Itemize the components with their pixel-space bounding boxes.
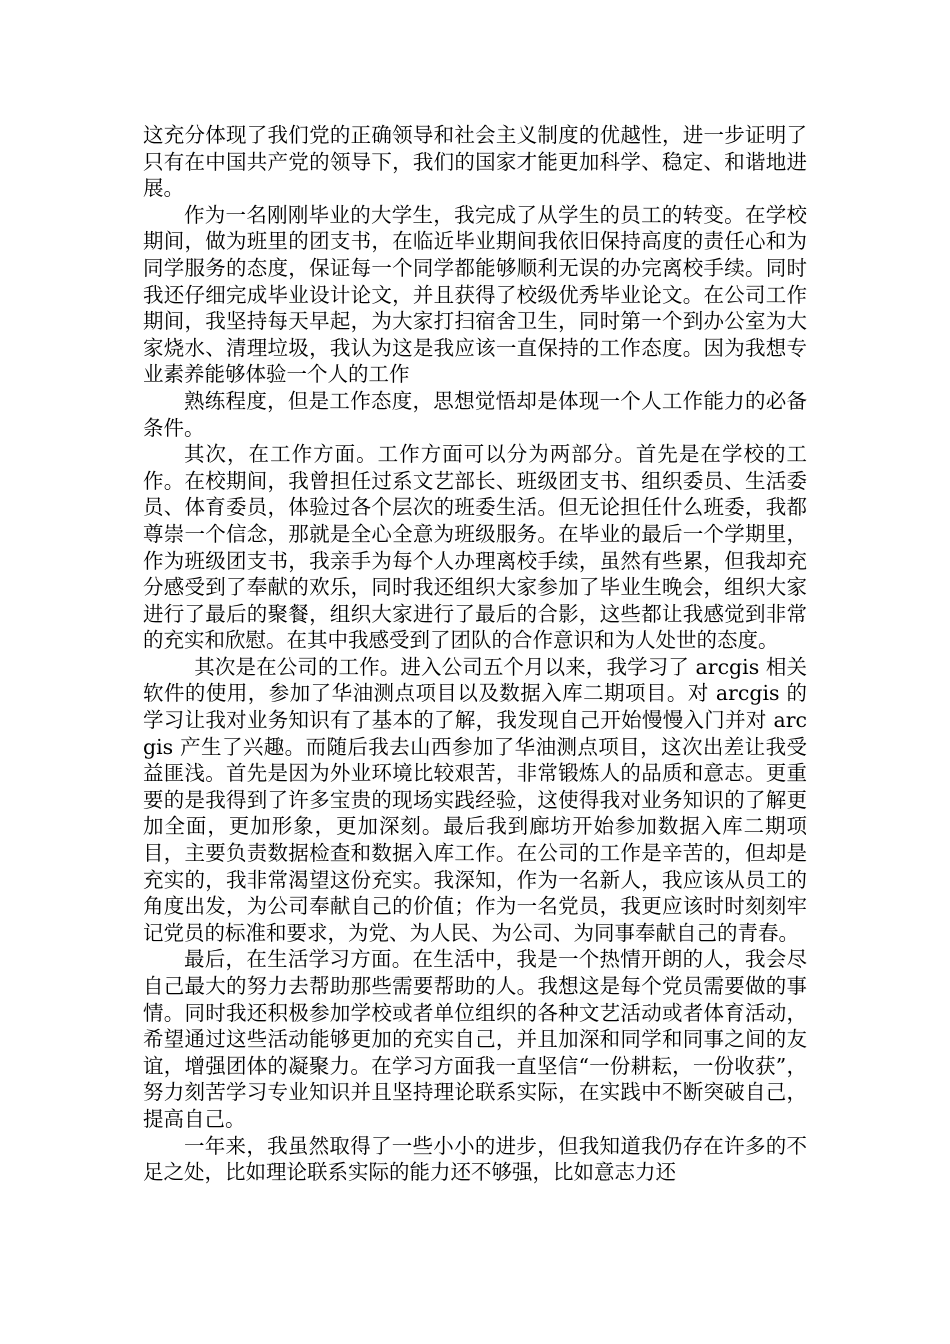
paragraph-graduate-transition: 作为一名刚刚毕业的大学生，我完成了从学生的员工的转变。在学校期间，做为班里的团支书，在临近毕业期间我依旧保持高度的责任心和为同学服务的态度，保证每一个同学都能够顺利无误的办完离校手续。同时我还仔细完成毕业设计论文，并且获得了校级优秀毕业论文。在公司工作期间，我坚持每天早起，为大家打扫宿舍卫生，同时第一个到办公室为大家烧水、清理垃圾，我认为这是我应该一直保持的工作态度。因为我想专业素养能够体验一个人的工作 <box>143 202 807 387</box>
document-body <box>143 122 807 1186</box>
paragraph-life-study: 最后，在生活学习方面。在生活中，我是一个热情开朗的人，我会尽自己最大的努力去帮助那些需要帮助的人。我想这是每个党员需要做的事情。同时我还积极参加学校或者单位组织的各种文艺活动或者体育活动，希望通过这些活动能够更加的充实自己，并且加深和同学和同事之间的友谊，增强团体的凝聚力。在学习方面我一直坚信“一份耕耘，一份收获”，努力刻苦学习专业知识并且坚持理论联系实际，在实践中不断突破自己，提高自己。 <box>143 947 807 1131</box>
paragraph-year-summary: 一年来，我虽然取得了一些小小的进步，但我知道我仍存在许多的不足之处，比如理论联系实际的能力还不够强，比如意志力还 <box>143 1133 807 1185</box>
paragraph-continuation: 这充分体现了我们党的正确领导和社会主义制度的优越性，进一步证明了只有在中国共产党的领导下，我们的国家才能更加科学、稳定、和谐地进展。 <box>143 123 807 201</box>
paragraph-work-attitude: 熟练程度，但是工作态度，思想觉悟却是体现一个人工作能力的必备条件。 <box>143 388 807 440</box>
paragraph-company-work: 其次是在公司的工作。进入公司五个月以来，我学习了 arcgis 相关软件的使用，参加了华油测点项目以及数据入库二期项目。对 arcgis 的学习让我对业务知识有了基本的了解，我发现自己开始慢慢入门并对 arcgis 产生了兴趣。而随后我去山西参加了华油测点项目，这次出差让我受益匪浅。首先是因为外业环境比较艰苦，非常锻炼人的品质和意志。更重要的是我得到了许多宝贵的现场实践经验，这使得我对业务知识的了解更加全面，更加形象，更加深刻。最后我到廊坊开始参加数据入库二期项目，主要负责数据检查和数据入库工作。在公司的工作是辛苦的，但却是充实的，我非常渴望这份充实。我深知，作为一名新人，我应该从员工的角度出发，为公司奉献自己的价值；作为一名党员，我更应该时时刻刻牢记党员的标准和要求，为党、为人民、为公司、为同事奉献自己的青春。 <box>143 654 807 945</box>
paragraph-school-work: 其次，在工作方面。工作方面可以分为两部分。首先是在学校的工作。在校期间，我曾担任过系文艺部长、班级团支书、组织委员、生活委员、体育委员，体验过各个层次的班委生活。但无论担任什么班委，我都尊崇一个信念，那就是全心全意为班级服务。在毕业的最后一个学期里，作为班级团支书，我亲手为每个人办理离校手续，虽然有些累，但我却充分感受到了奉献的欢乐，同时我还组织大家参加了毕业生晚会，组织大家进行了最后的聚餐，组织大家进行了最后的合影，这些都让我感觉到非常的充实和欣慰。在其中我感受到了团队的合作意识和为人处世的态度。 <box>143 442 807 653</box>
